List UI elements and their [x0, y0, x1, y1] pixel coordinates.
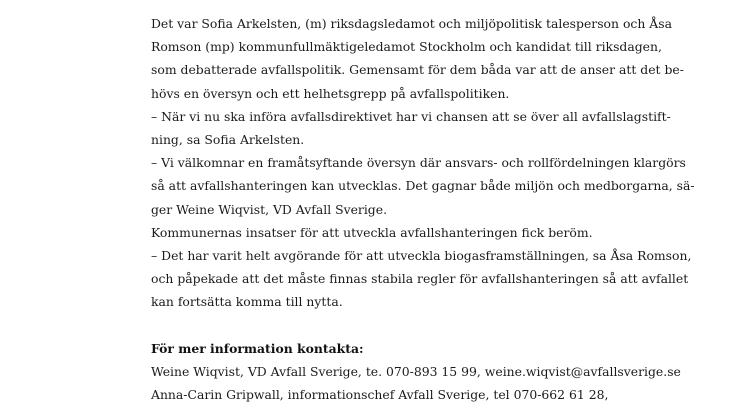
article-line: hövs en översyn och ett helhetsgrepp på avfallspolitiken. — [151, 85, 510, 101]
article-line: Det var Sofia Arkelsten, (m) riksdagsledamot och miljöpolitisk talesperson och Åsa — [151, 16, 672, 31]
article-line: som debatterade avfallspolitik. Gemensamt för dem båda var att de anser att det be- — [151, 62, 684, 78]
paragraph-spacer — [151, 313, 711, 336]
contact-heading: För mer information kontakta: — [151, 340, 364, 356]
article-line: Romson (mp) kommunfullmäktigeledamot Stockholm och kandidat till riksdagen, — [151, 39, 662, 55]
document-body — [151, 12, 711, 406]
article-line: och påpekade att det måste finnas stabila regler för avfallshanteringen så att avfallet — [151, 271, 689, 287]
article-line: så att avfallshanteringen kan utvecklas. Det gagnar både miljön och medborgarna, sä- — [151, 178, 695, 194]
article-line: ger Weine Wiqvist, VD Avfall Sverige. — [151, 201, 388, 217]
article-line: ning, sa Sofia Arkelsten. — [151, 131, 305, 147]
contact-line: Weine Wiqvist, VD Avfall Sverige, te. 070-893 15 99, weine.wiqvist@avfallsverige.se — [151, 363, 681, 379]
article-line: Kommunernas insatser för att utveckla avfallshanteringen fick beröm. — [151, 224, 593, 240]
article-line: – Det har varit helt avgörande för att utveckla biogasframställningen, sa Åsa Romson, — [151, 247, 692, 263]
article-line: kan fortsätta komma till nytta. — [151, 294, 343, 310]
article-line: – När vi nu ska införa avfallsdirektivet har vi chansen att se över all avfallslagstift- — [151, 108, 671, 124]
contact-line: Anna-Carin Gripwall, informationschef Avfall Sverige, tel 070-662 61 28, — [151, 387, 609, 402]
article-line: – Vi välkomnar en framåtsyftande översyn där ansvars- och rollfördelningen klargörs — [151, 155, 686, 171]
